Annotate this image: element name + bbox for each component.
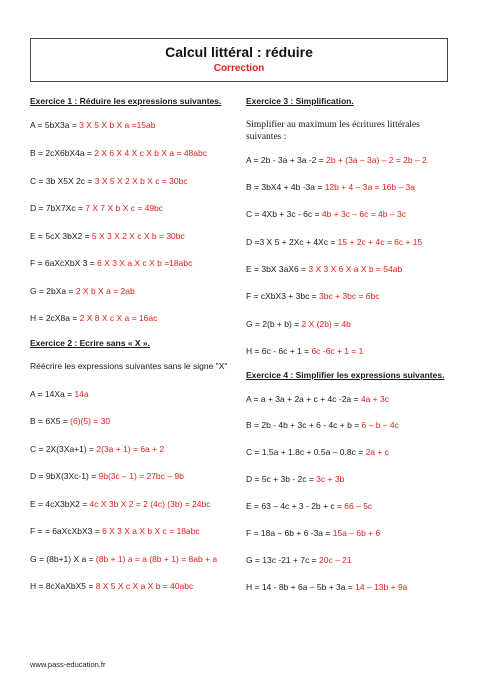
- question: F = cXbX3 + 3bc =: [246, 291, 320, 301]
- ex2-line: [30, 389, 89, 399]
- ex4-line: [246, 420, 399, 430]
- answer: 6 – b – 4c: [361, 420, 399, 430]
- answer: 15 + 2c + 4c = 6c + 15: [337, 237, 423, 247]
- page-title: Calcul littéral : réduire: [165, 44, 313, 60]
- question: G = (8b+1) X a =: [30, 554, 96, 564]
- answer: 6c -6c + 1 = 1: [311, 346, 364, 356]
- ex1-line: [30, 203, 163, 213]
- ex2-line: [30, 581, 193, 591]
- ex2-line: [30, 499, 211, 509]
- title-box: [30, 38, 448, 82]
- answer: 2a + c: [365, 447, 389, 457]
- ex1-line: [30, 231, 185, 241]
- ex3-line: [246, 182, 415, 192]
- answer: (6)(5) = 30: [70, 416, 111, 426]
- ex2-line: [30, 444, 164, 454]
- question: B = 6X5 =: [30, 416, 71, 426]
- question: B = 3bX4 + 4b -3a =: [246, 182, 325, 192]
- answer: 20c – 21: [319, 555, 352, 565]
- question: G = 2bXa =: [30, 286, 76, 296]
- ex2-line: [30, 554, 217, 564]
- ex3-line: [246, 264, 402, 274]
- ex1-line: [30, 120, 155, 130]
- question: E = 3bX 3aX6 =: [246, 264, 309, 274]
- question: D = 5c + 3b - 2c =: [246, 474, 317, 484]
- exercise-3-title: Exercice 3 : Simplification.: [246, 96, 354, 106]
- ex4-line: [246, 528, 380, 538]
- answer: 2 X (2b) = 4b: [301, 319, 351, 329]
- question: E = 63 – 4c + 3 - 2b + c =: [246, 501, 345, 511]
- exercise-3-instructions: [246, 119, 420, 143]
- answer: 9b(3c – 1) = 27bc – 9b: [98, 471, 184, 481]
- question: G = 13c -21 + 7c =: [246, 555, 320, 565]
- ex4-line: [246, 501, 372, 511]
- ex1-line: [30, 286, 135, 296]
- answer: 14a: [74, 389, 89, 399]
- answer: 15a – 6b + 6: [332, 528, 381, 538]
- question: E = 4cX3bX2 =: [30, 499, 90, 509]
- ex3-line: [246, 209, 406, 219]
- ex3-line: [246, 319, 351, 329]
- ex1-line: [30, 313, 157, 323]
- question: G = 2(b + b) =: [246, 319, 302, 329]
- exercise-2-instructions: Réécrire les expressions suivantes sans le signe "X": [30, 361, 228, 371]
- answer: 12b + 4 – 3a = 16b – 3a: [324, 182, 415, 192]
- question: F = 6aXcXbX 3 =: [30, 258, 98, 268]
- ex3-line: [246, 346, 363, 356]
- answer: 3bc + 3bc = 6bc: [319, 291, 380, 301]
- question: D = 9bX(3Xc-1) =: [30, 471, 99, 481]
- answer: 3 X 3 X 6 X a X b = 54ab: [308, 264, 403, 274]
- answer: 8 X 5 X c X a X b = 40abc: [95, 581, 194, 591]
- question: A = a + 3a + 2a + c + 4c -2a =: [246, 394, 361, 404]
- answer: 6 X 3 X a X b X c = 18abc: [102, 526, 200, 536]
- answer: 66 – 5c: [344, 501, 373, 511]
- exercise-2-title: Exercice 2 : Ecrire sans « X ».: [30, 338, 151, 348]
- answer: 5 X 3 X 2 X c X b = 30bc: [91, 231, 185, 241]
- ex4-line: [246, 474, 344, 484]
- question: C = 2X(3Xa+1) =: [30, 444, 97, 454]
- answer: 6 X 3 X a X c X b =18abc: [97, 258, 193, 268]
- question: E = 5cX 3bX2 =: [30, 231, 92, 241]
- ex2-line: [30, 526, 200, 536]
- answer: 14 – 13b + 9a: [355, 582, 408, 592]
- answer: 2 X b X a = 2ab: [75, 286, 135, 296]
- answer: 4b + 3c – 6c = 4b – 3c: [321, 209, 406, 219]
- question: F = 18a – 6b + 6 -3a =: [246, 528, 333, 538]
- footer-website: www.pass-education.fr: [30, 660, 106, 669]
- instructions-line-1: Simplifier au maximum les écritures littérales: [246, 120, 420, 130]
- question: C = 3b X5X 2c =: [30, 176, 95, 186]
- question: B = 2cX6bX4a =: [30, 148, 95, 158]
- question: H = 2cX8a =: [30, 313, 80, 323]
- question: A = 14Xa =: [30, 389, 75, 399]
- ex2-line: [30, 416, 110, 426]
- question: H = 6c - 6c + 1 =: [246, 346, 312, 356]
- ex3-line: [246, 291, 380, 301]
- ex4-line: [246, 447, 389, 457]
- answer: 2(3a + 1) = 6a + 2: [96, 444, 165, 454]
- instructions-line-2: suivantes :: [246, 132, 287, 142]
- question: H = 14 - 8b + 6a – 5b + 3a =: [246, 582, 356, 592]
- question: C = 4Xb + 3c - 6c =: [246, 209, 322, 219]
- ex1-line: [30, 148, 207, 158]
- answer: 2b + (3a – 3a) – 2 = 2b – 2: [326, 155, 427, 165]
- ex4-line: [246, 394, 389, 404]
- answer: 2 X 6 X 4 X c X b X a = 48abc: [94, 148, 207, 158]
- question: C = 1.5a + 1.8c + 0.5a – 0.8c =: [246, 447, 366, 457]
- question: B = 2b - 4b + 3c + 6 - 4c + b =: [246, 420, 362, 430]
- answer: (8b + 1) a = a (8b + 1) = 8ab + a: [95, 554, 218, 564]
- ex4-line: [246, 582, 407, 592]
- ex1-line: [30, 176, 188, 186]
- question: F = = 6aXcXbX3 =: [30, 526, 103, 536]
- answer: 3 X 5 X 2 X b X c = 30bc: [94, 176, 188, 186]
- question: A = 2b - 3a + 3a -2 =: [246, 155, 327, 165]
- page-subtitle: Correction: [213, 63, 265, 74]
- ex3-line: [246, 237, 422, 247]
- ex1-line: [30, 258, 192, 268]
- answer: 4c X 3b X 2 = 2 (4c) (3b) = 24bc: [89, 499, 211, 509]
- ex2-line: [30, 471, 184, 481]
- exercise-4-title: Exercice 4 : Simplifier les expressions suivantes.: [246, 370, 445, 380]
- answer: 2 X 8 X c X a = 16ac: [79, 313, 158, 323]
- answer: 3 X 5 X b X a =15ab: [79, 120, 156, 130]
- answer: 3c + 3b: [316, 474, 345, 484]
- answer: 4a + 3c: [360, 394, 389, 404]
- question: A = 5bX3a =: [30, 120, 80, 130]
- answer: 7 X 7 X b X c = 49bc: [85, 203, 164, 213]
- question: H = 8cXaXbX5 =: [30, 581, 96, 591]
- question: D =3 X 5 + 2Xc + 4Xc =: [246, 237, 338, 247]
- exercise-1-title: Exercice 1 : Réduire les expressions suivantes.: [30, 96, 222, 106]
- question: D = 7bX7Xc =: [30, 203, 86, 213]
- ex4-line: [246, 555, 352, 565]
- ex3-line: [246, 155, 427, 165]
